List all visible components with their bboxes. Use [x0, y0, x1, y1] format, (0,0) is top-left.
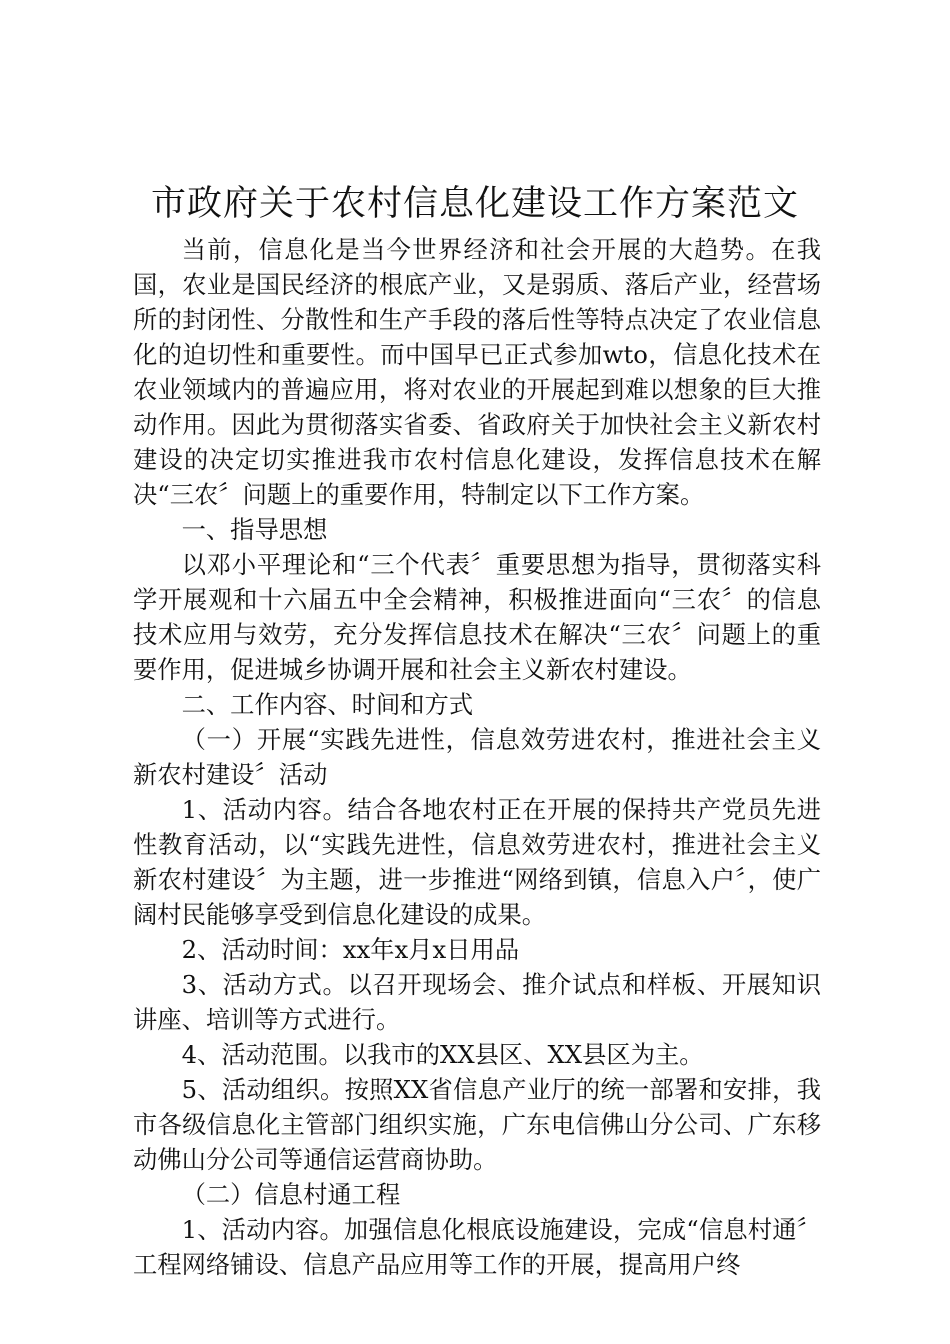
paragraph-activity-time: 2、活动时间：xx年x月x日用品: [181, 935, 520, 964]
document-body: [133, 232, 821, 1282]
section-heading-work-content: 二、工作内容、时间和方式: [181, 690, 474, 719]
document-title: 市政府关于农村信息化建设工作方案范文: [150, 184, 799, 224]
paragraph-guiding-ideology: 以邓小平理论和“三个代表〞重要思想为指导，贯彻落实科学开展观和十六届五中全会精神，积极推进面向“三农〞的信息技术应用与效劳，充分发挥信息技术在解决“三农〞问题上的重要作用，促进城乡协调开展和社会主义新农村建设。: [133, 550, 821, 684]
subsection-heading-village-project: （二）信息村通工程: [181, 1180, 401, 1209]
paragraph-activity-organization: 5、活动组织。按照XX省信息产业厅的统一部署和安排，我市各级信息化主管部门组织实施，广东电信佛山分公司、广东移动佛山分公司等通信运营商协助。: [133, 1075, 821, 1174]
subsection-heading-activity: （一）开展“实践先进性，信息效劳进农村，推进社会主义新农村建设〞活动: [133, 725, 821, 789]
paragraph-activity-content: 1、活动内容。结合各地农村正在开展的保持共产党员先进性教育活动，以“实践先进性，信息效劳进农村，推进社会主义新农村建设〞为主题，进一步推进“网络到镇，信息入户〞，使广阔村民能够享受到信息化建设的成果。: [133, 795, 821, 929]
paragraph-village-project-content: 1、活动内容。加强信息化根底设施建设，完成“信息村通〞工程网络铺设、信息产品应用等工作的开展，提高用户终: [133, 1215, 821, 1279]
paragraph-activity-method: 3、活动方式。以召开现场会、推介试点和样板、开展知识讲座、培训等方式进行。: [133, 970, 821, 1034]
paragraph-activity-scope: 4、活动范围。以我市的XX县区、XX县区为主。: [181, 1040, 704, 1069]
paragraph-intro: 当前，信息化是当今世界经济和社会开展的大趋势。在我国，农业是国民经济的根底产业，又是弱质、落后产业，经营场所的封闭性、分散性和生产手段的落后性等特点决定了农业信息化的迫切性和重要性。而中国早已正式参加wto，信息化技术在农业领域内的普遍应用，将对农业的开展起到难以想象的巨大推动作用。因此为贯彻落实省委、省政府关于加快社会主义新农村建设的决定切实推进我市农村信息化建设，发挥信息技术在解决“三农〞问题上的重要作用，特制定以下工作方案。: [133, 235, 821, 509]
section-heading-guiding-ideology: 一、指导思想: [181, 515, 328, 544]
